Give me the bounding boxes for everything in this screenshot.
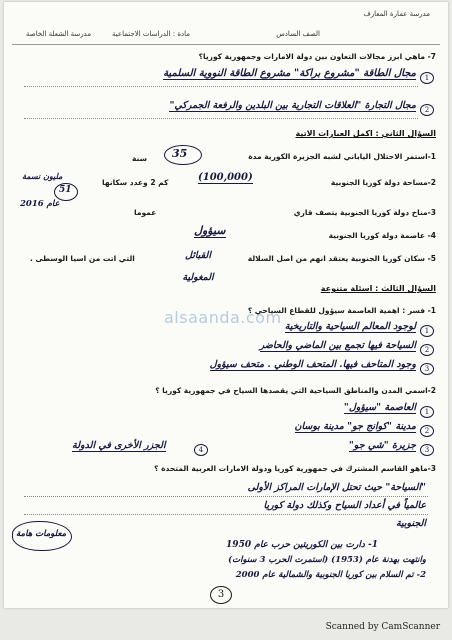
s2-answer2-note: مليون نسمة xyxy=(22,171,63,181)
s5-text: 5- سكان كوريا الجنوبية يعتقد انهم من اصل السلالة xyxy=(247,254,436,263)
school-name: مدرسة عمارة المعارف xyxy=(363,10,430,18)
q1-answer-number-1: 1 xyxy=(420,325,434,337)
answer-line xyxy=(24,514,428,515)
s3-q2-answer-1: العاصمة "سيؤول" xyxy=(343,402,416,413)
important-note-2: وانتهت بهدنة عام (1953) (استمرت الحرب 3 سنوات) xyxy=(228,555,426,565)
page-header xyxy=(12,8,440,45)
section-2-title: السؤال الثاني : اكمل العبارات الاتية xyxy=(295,129,436,138)
s2-answer2: 51 xyxy=(59,185,72,195)
scanner-footer: Scanned by CamScanner xyxy=(325,622,440,632)
section-3-title: السؤال الثالث : اسئلة متنوعة xyxy=(320,284,436,293)
important-note-3: 2- تم السلام بين كوريا الجنوبية والشمالية عام 2000 xyxy=(235,570,426,580)
s2-answer: (100,000) xyxy=(198,172,253,183)
q7-answer-2: مجال التجارة "العلاقات التجارية بين البلدين والرفعة الجمركي" xyxy=(169,100,416,111)
q7-answer-number-1: 1 xyxy=(420,72,434,84)
s3-q2-answer-2: مدينة "كوانج جو" مدينة بوسان xyxy=(294,421,416,432)
answer-line xyxy=(24,118,418,119)
q2-answer-number-1: 1 xyxy=(420,406,434,418)
school-name-secondary: مدرسة الشعلة الخاصة xyxy=(26,30,92,38)
q2-answer-number-2: 2 xyxy=(420,425,434,437)
s3-q1-answer-2: السياحة فيها تجمع بين الماضي والحاضر xyxy=(259,340,416,351)
exam-page xyxy=(4,2,448,608)
answer-line xyxy=(24,496,428,497)
s3-q3-answer-1: "السياحة" حيث تحتل الإمارات المراكز الأولى xyxy=(247,482,426,493)
q2-answer-number-3: 3 xyxy=(420,444,434,456)
q1-answer-number-3: 3 xyxy=(420,363,434,375)
answer-line xyxy=(24,86,418,87)
s1-text: 1-استمر الاحتلال الياباني لشبه الجزيرة الكورية مدة xyxy=(248,152,436,161)
page-number: 3 xyxy=(210,586,232,604)
q2-answer-number-4: 4 xyxy=(194,444,208,456)
s3-q1-answer-3: وجود المتاحف فيها. المتحف الوطني . متحف سيؤول xyxy=(209,359,416,370)
important-info-label: معلومات هامة xyxy=(16,529,67,539)
s3-q2-prompt: 2-اسمي المدن والمناطق السياحية التي يقصدها السياح في جمهورية كوريا ؟ xyxy=(155,386,436,395)
s2-answer2-year: عام 2016 xyxy=(20,199,60,209)
q1-answer-number-2: 2 xyxy=(420,344,434,356)
s2-mid: كم 2 وعدد سكانها xyxy=(102,178,169,187)
s3-q3-answer-2: عالمياً في أعداد السياح وكذلك دولة كوريا xyxy=(263,500,426,511)
s3-q1-prompt: 1- فسر : اهمية العاصمة سيؤول للقطاع السياحي ؟ xyxy=(247,306,436,315)
s3-text: 3-مناخ دولة كوريا الجنوبية يتصف قاري xyxy=(293,208,436,217)
s3-q2-answer-4: الجزر الأخرى في الدولة xyxy=(72,440,166,451)
s3-tail: عموما xyxy=(134,208,157,217)
s5-tail: التي اتت من اسيا الوسطى . xyxy=(30,254,135,263)
s5-answer: القبائل المغولية xyxy=(182,250,214,283)
s3-q2-answer-3: جزيرة "شي جو" xyxy=(348,440,416,451)
subject-label: مادة : الدراسات الاجتماعية xyxy=(112,30,190,38)
s1-tail: سنة xyxy=(132,154,147,163)
watermark: alsaanda.com xyxy=(164,308,282,327)
s4-text: 4- عاصمة دولة كوريا الجنوبية xyxy=(328,231,436,240)
s4-answer: سيؤول xyxy=(194,224,226,237)
q7-prompt: 7- ماهي ابرز مجالات التعاون بين دولة الامارات وجمهورية كوريا؟ xyxy=(198,52,436,61)
q7-answer-number-2: 2 xyxy=(420,104,434,116)
s3-q3-answer-3: الجنوبية xyxy=(395,518,426,529)
s2-text: 2-مساحة دولة كوريا الجنوبية xyxy=(330,178,436,187)
s3-q3-prompt: 3-ماهو القاسم المشترك في جمهورية كوريا ودولة الامارات العربية المتحدة ؟ xyxy=(154,464,436,473)
important-note-1: 1- دارت بين الكوريتين حرب عام 1950 xyxy=(226,540,378,550)
s3-q1-answer-1: لوجود المعالم السياحية والتاريخية xyxy=(284,321,416,332)
q7-answer-1: مجال الطاقة "مشروع براكة" مشروع الطاقة النووية السلمية xyxy=(163,68,416,79)
s1-answer: 35 xyxy=(172,147,188,160)
grade-label: الصف السادس xyxy=(276,30,320,38)
